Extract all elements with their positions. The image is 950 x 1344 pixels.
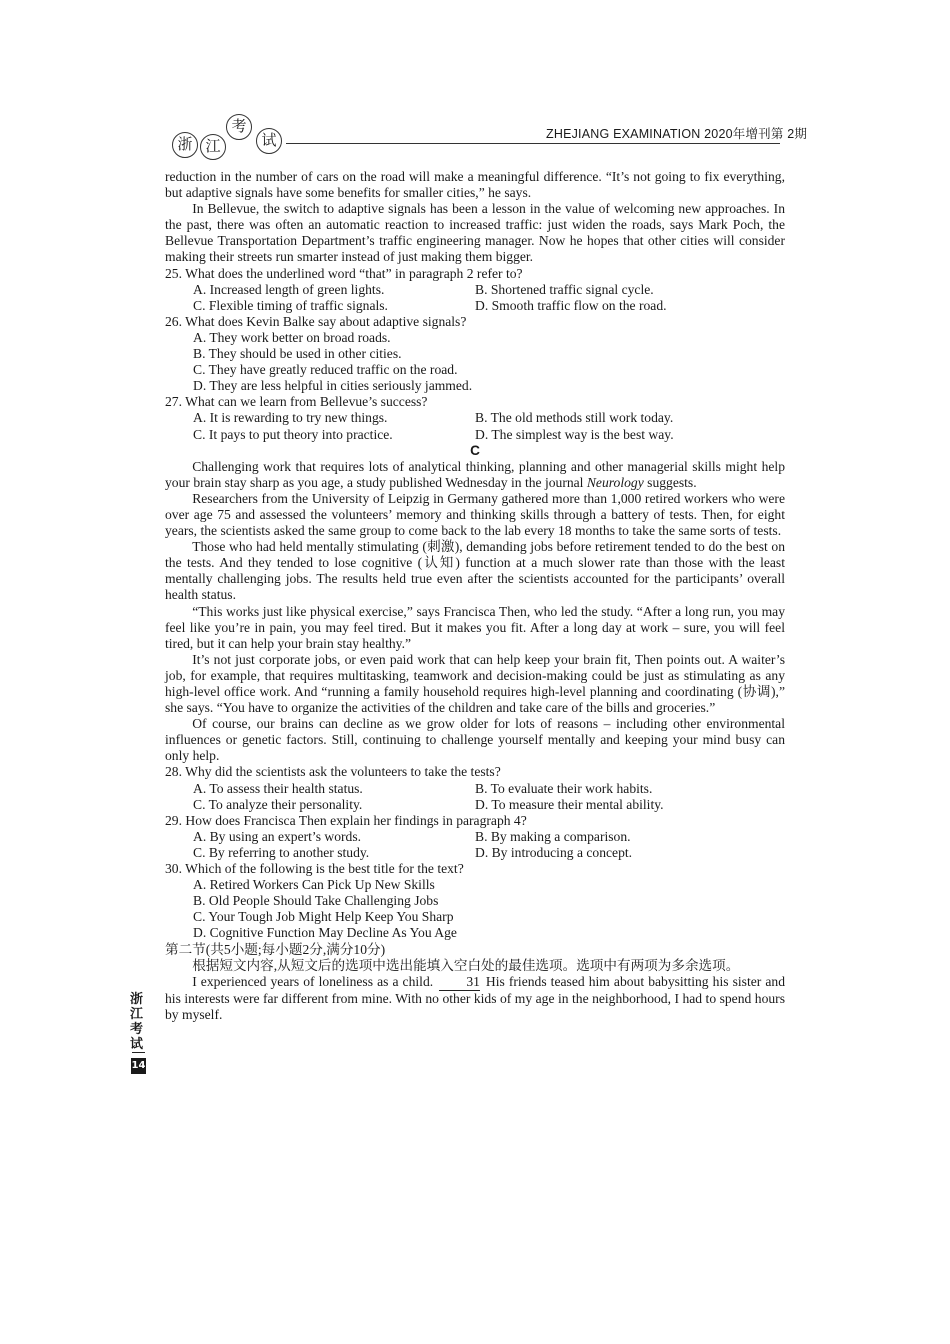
logo-char-4: 试 [256,128,282,154]
section-heading-c: C [470,442,480,458]
q30-options [193,877,785,941]
option: A. To assess their health status. [193,780,363,796]
option: C. By referring to another study. [193,844,370,860]
option: A. Increased length of green lights. [193,281,385,297]
option: D. They are less helpful in cities seriously jammed. [193,378,473,394]
option: D. By introducing a concept. [475,844,633,860]
part2-heading: 第二节(共5小题;每小题2分,满分10分) [165,941,386,957]
q27-options [193,410,785,442]
option: B. They should be used in other cities. [193,346,402,362]
paragraph: Challenging work that requires lots of analytical thinking, planning and other managerial skills might help your brain stay sharp as you age, a study published Wednesday in the journal Neurology suggests. [165,458,785,490]
option: B. Old People Should Take Challenging Jobs [193,893,439,909]
option: D. Cognitive Function May Decline As You Age [193,925,457,941]
option: D. Smooth traffic flow on the road. [475,297,667,313]
paragraph: “This works just like physical exercise,” says Francisca Then, who led the study. “After a long run, you may feel like you’re in pain, you may feel tired. But it makes you fit. After a long day at work – sure, you will feel tired, but it can help your brain stay healthy.” [165,603,785,651]
part2-instruction: 根据短文内容,从短文后的选项中选出能填入空白处的最佳选项。选项中有两项为多余选项。 [192,957,740,973]
option: D. To measure their mental ability. [475,796,664,812]
logo [172,112,292,162]
paragraph: I experienced years of loneliness as a child. 31 His friends teased him about babysitting his sister and his interests were far different from mine. With no other kids of my age in the neighborhood, I had to spend hours by myself. [165,973,785,1022]
option: B. To evaluate their work habits. [475,780,653,796]
option: C. It pays to put theory into practice. [193,426,393,442]
option: A. It is rewarding to try new things. [193,410,388,426]
question-28: 28. Why did the scientists ask the volunteers to take the tests? [165,764,501,780]
question-27: 27. What can we learn from Bellevue’s success? [165,394,428,410]
option: C. To analyze their personality. [193,796,363,812]
page-number: 14 [131,1058,146,1074]
logo-char-2: 江 [200,134,226,160]
side-char: 考 [130,1022,144,1037]
option: C. Flexible timing of traffic signals. [193,297,388,313]
option: C. Your Tough Job Might Help Keep You Sharp [193,909,454,925]
q26-options [193,330,785,394]
logo-char-1: 浙 [172,132,198,158]
option: B. Shortened traffic signal cycle. [475,281,654,297]
paragraph: Those who had held mentally stimulating (刺激), demanding jobs before retirement tended to do the best on the tests. And they tended to lose cognitive (认知) function at a much slower rate than those with the least mentally challenging jobs. The results held true even after the scientists accounted for the participants’ overall health status. [165,539,785,603]
paragraph: It’s not just corporate jobs, or even paid work that can help keep your brain fit, Then points out. A waiter’s job, for example, that requires multitasking, teamwork and decision-making could be just as stimulating as any high-level office work. And “running a family household requires high-level planning and coordinating (协调),” she says. “You have to organize the activities of the children and take care of the bills and groceries.” [165,651,785,716]
option: C. They have greatly reduced traffic on the road. [193,362,458,378]
paragraph: In Bellevue, the switch to adaptive signals has been a lesson in the value of welcoming new approaches. In the past, there was often an automatic reaction to increased traffic: just widen the roads, says Mark Poch, the Bellevue Transportation Department’s traffic engineering manager. Now he hopes that other cities will consider making their streets run smarter instead of just making them bigger. [165,201,785,265]
option: B. By making a comparison. [475,828,631,844]
option: B. The old methods still work today. [475,410,674,426]
option: D. The simplest way is the best way. [475,426,674,442]
question-25: 25. What does the underlined word “that” in paragraph 2 refer to? [165,265,523,281]
logo-char-3: 考 [226,114,252,140]
side-char: 浙 [130,992,144,1007]
paragraph: Of course, our brains can decline as we grow older for lots of reasons – including other environmental influences or genetic factors. Still, continuing to challenge yourself mentally and keeping your mind busy can only help. [165,716,785,764]
question-26: 26. What does Kevin Balke say about adaptive signals? [165,313,467,329]
header-rule [286,143,780,144]
option: A. By using an expert’s words. [193,828,362,844]
q25-options [193,282,785,314]
journal-name: Neurology [586,474,644,490]
side-label [130,992,146,1071]
side-char: 江 [130,1007,144,1022]
journal-header: ZHEJIANG EXAMINATION 2020年增刊第 2期 [546,127,808,141]
side-char: 试 [130,1037,144,1052]
q29-options [193,829,785,861]
blank-31: 31 [439,974,480,991]
option: A. They work better on broad roads. [193,329,391,345]
question-30: 30. Which of the following is the best title for the text? [165,861,464,877]
paragraph: reduction in the number of cars on the road will make a meaningful difference. “It’s not going to fix everything, but adaptive signals have some benefits for smaller cities,” he says. [165,169,785,201]
paragraph: Researchers from the University of Leipzig in Germany gathered more than 1,000 retired workers who were over age 75 and assessed the volunteers’ memory and thinking skills through a battery of tests. Then, for eight years, the scientists asked the same group to come back to the lab every 18 months to take the same sorts of tests. [165,490,785,539]
question-29: 29. How does Francisca Then explain her findings in paragraph 4? [165,812,527,828]
side-rule [132,1052,145,1053]
page-content [165,169,785,1023]
option: A. Retired Workers Can Pick Up New Skills [193,877,435,893]
q28-options [193,781,785,813]
